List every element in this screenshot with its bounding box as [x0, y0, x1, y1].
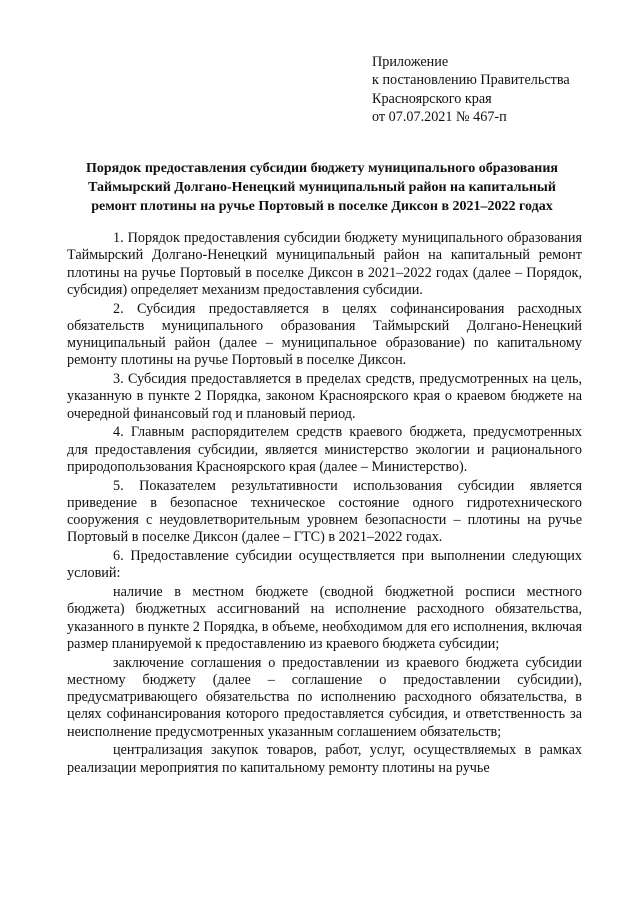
appendix-header — [372, 53, 622, 126]
paragraph-6: 6. Предоставление субсидии осуществляется при выполнении следующих условий: — [67, 548, 582, 582]
title-line: ремонт плотины на ручье Портовый в поселке Диксон в 2021–2022 годах — [91, 198, 553, 214]
paragraph-5: 5. Показателем результативности использования субсидии является приведение в безопасное техническое состояние одного гидротехнического сооружения с неудовлетворительным уровнем безопасности – плотины на ручье Портовый в поселке Диксон (далее – ГТС) в 2021–2022 годах. — [67, 477, 582, 546]
condition-item-3: централизация закупок товаров, работ, услуг, осуществляемых в рамках реализации мероприятия по капитальному ремонту плотины на ручье — [67, 742, 582, 776]
appendix-line: от 07.07.2021 № 467-п — [372, 108, 507, 125]
appendix-line: к постановлению Правительства — [372, 72, 570, 89]
paragraph-2: 2. Субсидия предоставляется в целях софинансирования расходных обязательств муниципального образования Таймырский Долгано-Ненецкий муниципальный район (далее – муниципальное образование) по капитальному ремонту плотины на ручье Портовый в поселке Диксон. — [67, 300, 582, 369]
appendix-line: Приложение — [372, 54, 449, 70]
paragraph-4: 4. Главным распорядителем средств краевого бюджета, предусмотренных для предоставления субсидии, является министерство экологии и рационального природопользования Красноярского края (далее – Министерство). — [67, 424, 582, 475]
paragraph-1: 1. Порядок предоставления субсидии бюджету муниципального образования Таймырский Долгано-Ненецкий муниципальный район на капитальный ремонт плотины на ручье Портовый в поселке Диксон в 2021–2022 годах (далее – Порядок, субсидия) определяет механизм предоставления субсидии. — [67, 230, 582, 298]
condition-item-1: наличие в местном бюджете (сводной бюджетной росписи местного бюджета) бюджетных ассигнований на исполнение расходного обязательства, указанного в пункте 2 Порядка, в объеме, необходимом для его исполнения, включая размер планируемой к предоставлению из краевого бюджета субсидии; — [67, 584, 582, 652]
document-body — [67, 230, 582, 778]
condition-item-2: заключение соглашения о предоставлении из краевого бюджета субсидии местному бюджету (далее – соглашение о предоставлении субсидии), предусматривающего обязательства по исполнению расходного обязательства, в целях софинансирования которого предоставляется субсидия, и ответственность за неисполнение предусмотренных указанным соглашением обязательств; — [67, 654, 582, 740]
document-title — [62, 160, 582, 216]
appendix-line: Красноярского края — [372, 90, 492, 107]
paragraph-3: 3. Субсидия предоставляется в пределах средств, предусмотренных на цель, указанную в пункте 2 Порядка, законом Красноярского края о краевом бюджете на очередной финансовый год и плановый период. — [67, 371, 582, 422]
title-line: Порядок предоставления субсидии бюджету муниципального образования — [85, 161, 559, 176]
title-line: Таймырский Долгано-Ненецкий муниципальный район на капитальный — [88, 179, 556, 195]
